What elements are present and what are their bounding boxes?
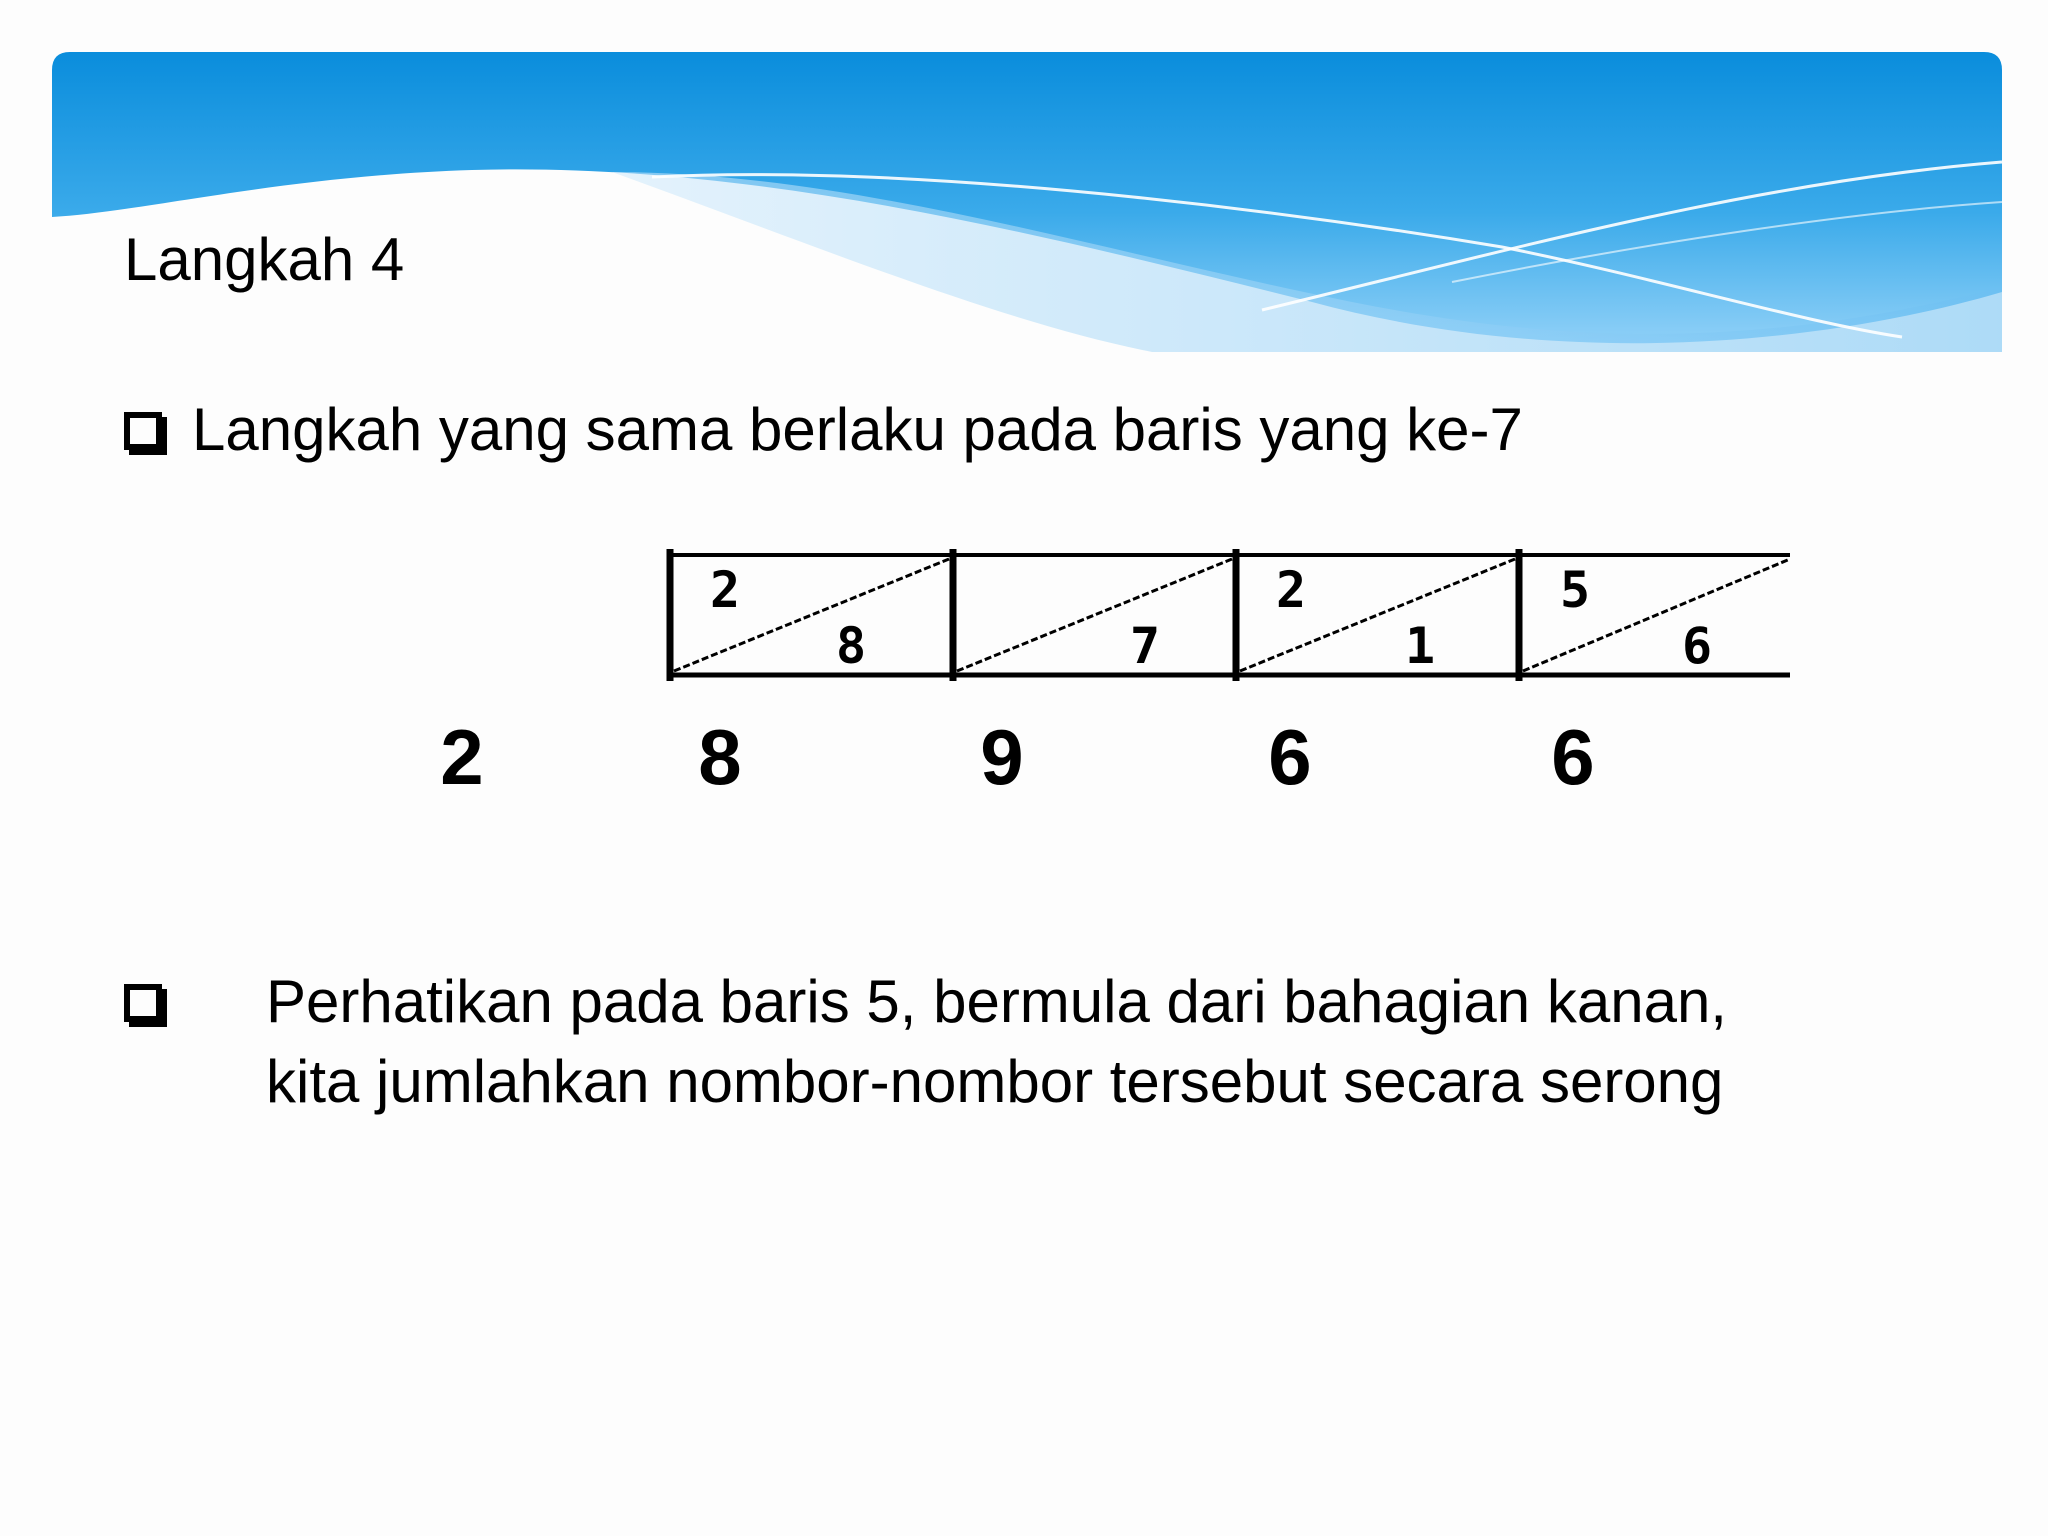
bullet-item: [124, 390, 1523, 470]
sum-digit: 8: [698, 713, 742, 801]
lattice-cell-top: 2: [710, 561, 741, 619]
lattice-cell-top: 5: [1560, 561, 1591, 619]
sum-digit: 2: [440, 713, 484, 801]
checkbox-bullet-icon: [124, 412, 162, 450]
checkbox-bullet-icon: [124, 984, 162, 1022]
bullet-text: [266, 962, 1727, 1122]
sum-digit: 6: [1551, 713, 1595, 801]
lattice-cell-top: 2: [1276, 561, 1307, 619]
sum-digit: 6: [1268, 713, 1312, 801]
lattice-grid: [660, 545, 1800, 685]
lattice-cell-bottom: 6: [1682, 617, 1713, 675]
sum-digit: 9: [980, 713, 1024, 801]
lattice-cell-bottom: 7: [1130, 617, 1161, 675]
bullet-line: Perhatikan pada baris 5, bermula dari bahagian kanan,: [266, 968, 1727, 1035]
lattice-cell-bottom: 1: [1405, 617, 1436, 675]
slide-title: Langkah 4: [124, 226, 405, 293]
bullet-line: kita jumlahkan nombor-nombor tersebut secara serong: [266, 1048, 1724, 1115]
header-wave-band: [52, 52, 2002, 362]
bullet-text: Langkah yang sama berlaku pada baris yang ke-7: [192, 396, 1523, 463]
bullet-item: [124, 962, 1727, 1122]
lattice-cell-bottom: 8: [836, 617, 867, 675]
